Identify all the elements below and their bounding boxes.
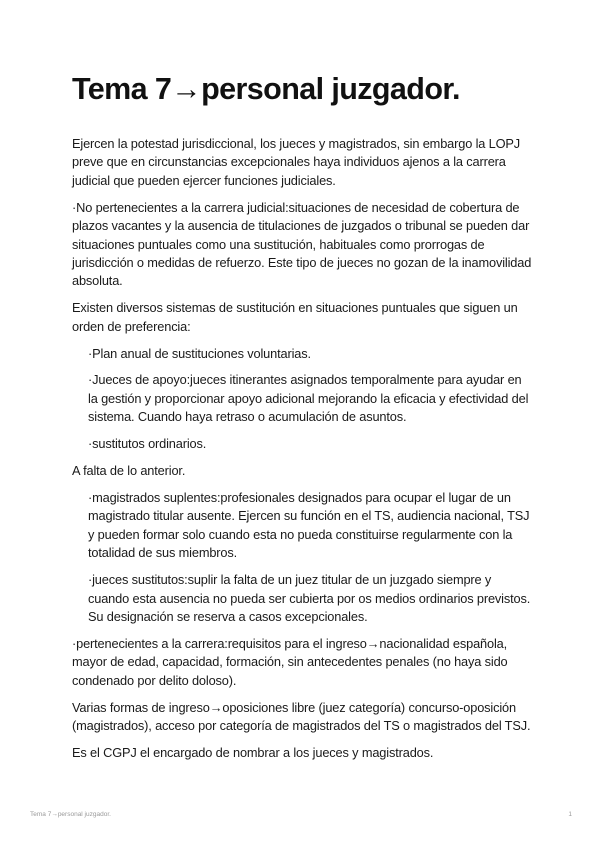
list-item-sustitutos-ordinarios: ·sustitutos ordinarios. — [88, 436, 207, 452]
paragraph-no-pertenecientes: ·No pertenecientes a la carrera judicial:situaciones de necesidad de cobertura de plazos vacantes y la ausencia de titulaciones de juzgados o tribunal se pueden dar situaciones puntuales como una sustitución, habituales como prorrogas de jurisdicción o medidas de refuerzo. Este tipo de jueces no gozan de la inamovilidad absoluta. — [72, 199, 532, 289]
page-title: Tema 7→personal juzgador. — [72, 72, 460, 106]
paragraph-sistemas-sustitucion: Existen diversos sistemas de sustitución en situaciones puntuales que siguen un orden de preferencia: — [72, 300, 518, 334]
page-footer — [30, 811, 572, 818]
list-item-magistrados-suplentes: ·magistrados suplentes:profesionales designados para ocupar el lugar de un magistrado titular ausente. Ejercen su función en el TS, audiencia nacional, TSJ y pueden formar solo cuando esta no pueda constituirse regularmente con la totalidad de sus miembros. — [88, 490, 530, 561]
document-body — [72, 135, 534, 771]
list-item-jueces-apoyo: ·Jueces de apoyo:jueces itinerantes asignados temporalmente para ayudar en la gestión y proporcionar apoyo adicional mejorando la eficacia y efectividad del sistema. Cuando haya retraso o acumulación de asuntos. — [88, 372, 529, 425]
paragraph-formas-ingreso: Varias formas de ingreso→oposiciones libre (juez categoría) concurso-oposición (magistrados), acceso por categoría de magistrados del TS o magistrados del TSJ. — [72, 699, 531, 733]
list-item-plan-anual: ·Plan anual de sustituciones voluntarias. — [88, 345, 311, 361]
list-item-jueces-sustitutos: ·jueces sustitutos:suplir la falta de un juez titular de un juzgado siempre y cuando esta ausencia no pueda ser cubierta por os medios ordinarios previstos. Su designación se reserva a casos excepcionales. — [88, 572, 531, 624]
footer-title: Tema 7→personal juzgador. — [30, 811, 111, 818]
paragraph-a-falta: A falta de lo anterior. — [72, 463, 186, 479]
paragraph-intro: Ejercen la potestad jurisdiccional, los jueces y magistrados, sin embargo la LOPJ preve que en circunstancias excepcionales haya individuos ajenos a la carrera judicial que pueden ejercer funciones judiciales. — [72, 136, 521, 188]
footer-page-number: 1 — [568, 811, 572, 818]
paragraph-cgpj: Es el CGPJ el encargado de nombrar a los jueces y magistrados. — [72, 744, 434, 760]
paragraph-pertenecientes: ·pertenecientes a la carrera:requisitos para el ingreso→nacionalidad española, mayor de edad, capacidad, formación, sin antecedentes penales (no haya sido condenado por delito doloso). — [72, 635, 508, 688]
